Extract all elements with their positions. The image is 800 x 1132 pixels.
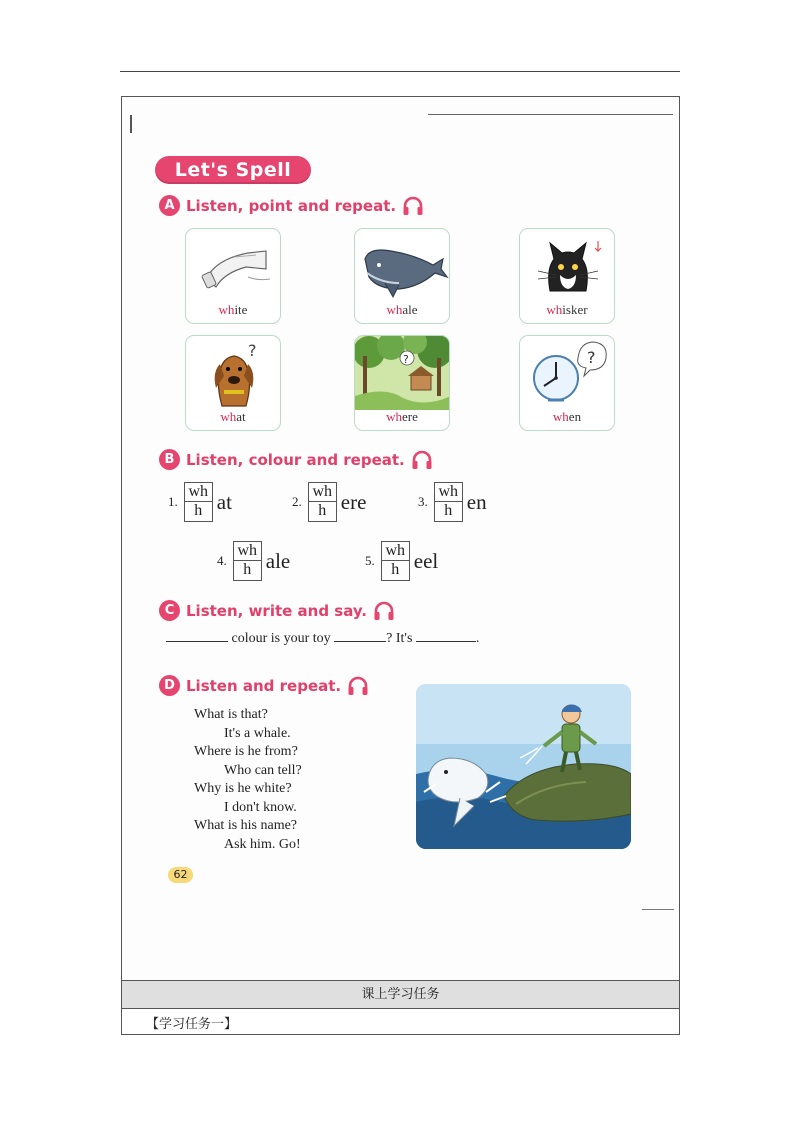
- section-d-badge: D: [159, 675, 180, 696]
- section-b-title: Listen, colour and repeat.: [186, 450, 405, 469]
- item-number: 4.: [217, 553, 227, 568]
- page-number-badge: 62: [168, 867, 193, 883]
- chant-text: [194, 706, 302, 854]
- letter-choice-box[interactable]: [381, 541, 410, 581]
- headphones-icon: [411, 450, 433, 470]
- choice-h[interactable]: h: [243, 561, 252, 578]
- in-class-tasks-header: 课上学习任务: [122, 980, 679, 1009]
- chant-line: Where is he from?: [194, 744, 298, 759]
- choice-wh[interactable]: wh: [382, 542, 409, 561]
- section-b-badge: B: [159, 449, 180, 470]
- colour-item: [418, 482, 487, 522]
- choice-h[interactable]: h: [444, 502, 453, 519]
- item-number: 1.: [168, 494, 178, 509]
- boy-and-whale-illustration: [416, 684, 631, 849]
- colour-item: [365, 541, 438, 581]
- choice-wh[interactable]: wh: [309, 483, 336, 502]
- scan-edge-mark: [130, 115, 132, 133]
- headphones-icon: [347, 676, 369, 696]
- task-one-label: 【学习任务一】: [146, 1017, 238, 1032]
- section-a-title: Listen, point and repeat.: [186, 196, 397, 215]
- choice-wh[interactable]: wh: [185, 483, 212, 502]
- whale-scene-illustration: [416, 684, 631, 849]
- item-number: 3.: [418, 494, 428, 509]
- svg-text:?: ?: [587, 348, 596, 367]
- sentence-text: ? It's: [386, 631, 413, 646]
- item-number: 2.: [292, 494, 302, 509]
- picture-card-what: [185, 335, 281, 431]
- choice-h[interactable]: h: [194, 502, 203, 519]
- fill-in-sentence: [166, 630, 479, 647]
- answer-blank-2[interactable]: [334, 630, 386, 642]
- answer-blank-3[interactable]: [416, 630, 476, 642]
- card-word: when: [552, 409, 582, 424]
- letter-choice-box[interactable]: [434, 482, 463, 522]
- choice-h[interactable]: h: [318, 502, 327, 519]
- chant-line: What is that?: [194, 707, 268, 722]
- scan-edge-mark: [642, 909, 674, 910]
- item-number: 5.: [365, 553, 375, 568]
- card-word: whisker: [546, 302, 588, 317]
- choice-wh[interactable]: wh: [234, 542, 261, 561]
- word-ending: ale: [265, 548, 291, 573]
- whale-icon: [355, 229, 450, 301]
- svg-text:?: ?: [248, 341, 257, 360]
- section-d-title: Listen and repeat.: [186, 676, 342, 695]
- chant-line: It's a whale.: [224, 725, 291, 741]
- scan-edge-mark: [428, 114, 673, 115]
- picture-card-whale: [354, 228, 450, 324]
- toothpaste-tube-icon: [186, 229, 281, 299]
- header-rule: [120, 71, 680, 72]
- picture-card-white: [185, 228, 281, 324]
- svg-text:?: ?: [403, 353, 409, 366]
- word-ending: ere: [340, 489, 367, 514]
- letter-choice-box[interactable]: [184, 482, 213, 522]
- answer-blank-1[interactable]: [166, 630, 228, 642]
- section-c-heading: [159, 600, 395, 621]
- colour-item: [168, 482, 232, 522]
- letter-choice-box[interactable]: [308, 482, 337, 522]
- colour-item: [292, 482, 366, 522]
- word-ending: eel: [413, 548, 439, 573]
- word-ending: at: [216, 489, 232, 514]
- headphones-icon: [373, 601, 395, 621]
- section-a-heading: [159, 195, 424, 216]
- puzzled-dog-icon: [186, 336, 281, 410]
- chant-line: Why is he white?: [194, 781, 292, 796]
- card-word: whale: [386, 302, 418, 317]
- section-d-heading: [159, 675, 369, 696]
- sentence-text: colour is your toy: [231, 631, 331, 646]
- worksheet-frame: [121, 96, 680, 1035]
- colour-item: [217, 541, 290, 581]
- chant-line: I don't know.: [224, 799, 297, 815]
- card-word: white: [218, 302, 248, 317]
- headphones-icon: [402, 196, 424, 216]
- cat-icon: [520, 229, 615, 301]
- picture-card-whisker: [519, 228, 615, 324]
- sentence-text: .: [475, 631, 480, 646]
- chant-line: What is his name?: [194, 818, 298, 833]
- letter-choice-box[interactable]: [233, 541, 262, 581]
- section-c-title: Listen, write and say.: [186, 601, 367, 620]
- clock-icon: [520, 336, 615, 410]
- choice-h[interactable]: h: [391, 561, 400, 578]
- card-word: what: [220, 409, 246, 424]
- section-c-badge: C: [159, 600, 180, 621]
- lesson-title: Let's Spell: [155, 156, 311, 184]
- word-ending: en: [466, 489, 487, 514]
- forest-house-icon: [355, 336, 450, 410]
- card-word: where: [386, 409, 418, 424]
- section-b-heading: [159, 449, 433, 470]
- chant-line: Ask him. Go!: [224, 836, 301, 852]
- picture-card-when: [519, 335, 615, 431]
- section-a-badge: A: [159, 195, 180, 216]
- chant-line: Who can tell?: [224, 762, 302, 778]
- choice-wh[interactable]: wh: [435, 483, 462, 502]
- textbook-page-scan: [122, 97, 679, 980]
- picture-card-where: [354, 335, 450, 431]
